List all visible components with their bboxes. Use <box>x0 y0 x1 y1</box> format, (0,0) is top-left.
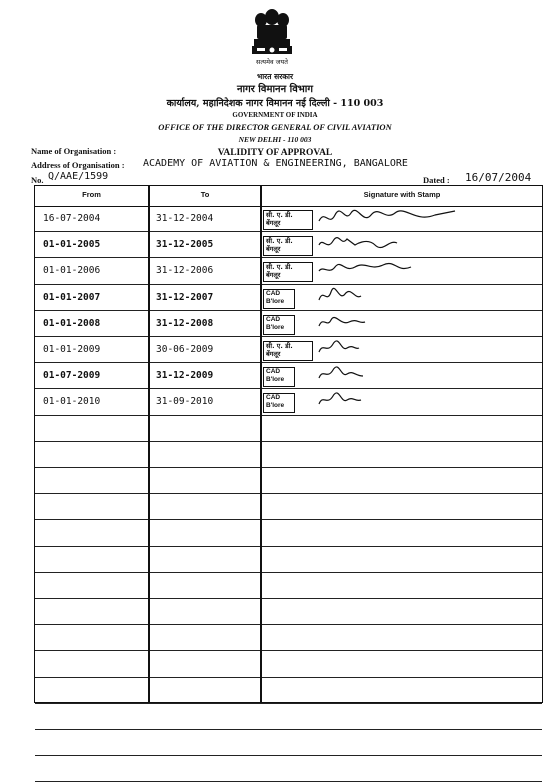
handwritten-signature <box>315 257 530 283</box>
handwritten-signature <box>315 284 530 310</box>
handwritten-signature <box>315 205 530 231</box>
from-date: 16-07-2004 <box>43 213 101 225</box>
government-text: GOVERNMENT OF INDIA <box>232 111 318 119</box>
handwritten-signature <box>315 336 530 362</box>
office-stamp: सी. ए. डी. बेंगलूर <box>263 262 313 282</box>
handwritten-signature <box>315 362 530 388</box>
office-stamp: CAD B'lore <box>263 315 295 335</box>
table-row <box>35 389 542 415</box>
table-row <box>35 258 542 284</box>
dated-value: 16/07/2004 <box>465 171 532 184</box>
to-date: 31-12-2004 <box>156 213 214 225</box>
from-date: 01-01-2006 <box>43 265 101 277</box>
svg-text:सत्यमेव जयते: सत्यमेव जयते <box>256 58 288 66</box>
from-date: 01-01-2009 <box>43 344 101 356</box>
signature-cell <box>263 339 533 360</box>
organisation-name-label: Name of Organisation : <box>31 146 117 156</box>
hindi-office-text: कार्यालय, महानिदेशक नागर विमानन नई दिल्ली - 110 003 <box>166 98 384 109</box>
organisation-name-value: ACADEMY OF AVIATION & ENGINEERING, BANGALORE <box>143 158 408 169</box>
column-header-from: From <box>82 190 101 199</box>
table-header <box>35 186 542 207</box>
table-row <box>35 232 542 258</box>
handwritten-signature <box>315 310 530 336</box>
empty-table-row <box>35 704 542 730</box>
from-date: 01-07-2009 <box>43 370 101 382</box>
handwritten-signature <box>315 388 530 414</box>
reference-number-value: Q/AAE/1599 <box>48 171 109 182</box>
table-row <box>35 337 542 363</box>
from-date: 01-01-2005 <box>43 239 101 251</box>
table-row <box>35 311 542 337</box>
city-text: NEW DELHI - 110 003 <box>238 135 312 144</box>
table-row <box>35 363 542 389</box>
hindi-department-text: नागर विमानन विभाग <box>236 84 314 95</box>
office-stamp: सी. ए. डी. बेंगलूर <box>263 341 313 361</box>
from-date: 01-01-2010 <box>43 396 101 408</box>
empty-table-row <box>35 416 542 442</box>
to-date: 31-12-2007 <box>156 291 214 303</box>
signature-cell <box>263 391 533 412</box>
office-stamp: CAD B'lore <box>263 367 295 387</box>
signature-cell <box>263 365 533 386</box>
empty-table-row <box>35 599 542 625</box>
signature-cell <box>263 208 533 229</box>
empty-table-row <box>35 756 542 782</box>
reference-number-label: No. <box>31 175 44 185</box>
empty-table-row <box>35 547 542 573</box>
from-date: 01-01-2008 <box>43 317 101 329</box>
empty-table-row <box>35 520 542 546</box>
empty-table-row <box>35 651 542 677</box>
column-divider <box>148 186 150 702</box>
office-stamp: CAD B'lore <box>263 393 295 413</box>
to-date: 31-12-2005 <box>156 239 214 251</box>
handwritten-signature <box>315 231 530 257</box>
to-date: 31-12-2006 <box>156 265 214 277</box>
to-date: 30-06-2009 <box>156 344 214 356</box>
signature-cell <box>263 260 533 281</box>
to-date: 31-12-2009 <box>156 370 214 382</box>
column-divider <box>260 186 262 702</box>
empty-table-row <box>35 468 542 494</box>
column-header-signature: Signature with Stamp <box>363 190 441 199</box>
empty-table-row <box>35 573 542 599</box>
office-stamp: सी. ए. डी. बेंगलूर <box>263 210 313 230</box>
empty-table-row <box>35 625 542 651</box>
empty-table-row <box>35 442 542 468</box>
empty-table-row <box>35 494 542 520</box>
organisation-address-label: Address of Organisation : <box>31 160 125 170</box>
office-stamp: CAD B'lore <box>263 289 295 309</box>
signature-cell <box>263 313 533 334</box>
empty-table-row <box>35 730 542 756</box>
office-stamp: सी. ए. डी. बेंगलूर <box>263 236 313 256</box>
from-date: 01-01-2007 <box>43 291 101 303</box>
to-date: 31-09-2010 <box>156 396 214 408</box>
to-date: 31-12-2008 <box>156 317 214 329</box>
office-text: OFFICE OF THE DIRECTOR GENERAL OF CIVIL AVIATION <box>158 122 392 132</box>
national-emblem-icon <box>247 3 297 68</box>
table-row <box>35 285 542 311</box>
column-header-to: To <box>200 190 210 199</box>
table-row <box>35 206 542 232</box>
empty-table-row <box>35 678 542 704</box>
dated-label: Dated : <box>423 175 450 185</box>
document-title: VALIDITY OF APPROVAL <box>217 148 333 158</box>
validity-table <box>34 185 543 703</box>
signature-cell <box>263 287 533 308</box>
signature-cell <box>263 234 533 255</box>
hindi-government-text: भारत सरकार <box>256 72 294 81</box>
